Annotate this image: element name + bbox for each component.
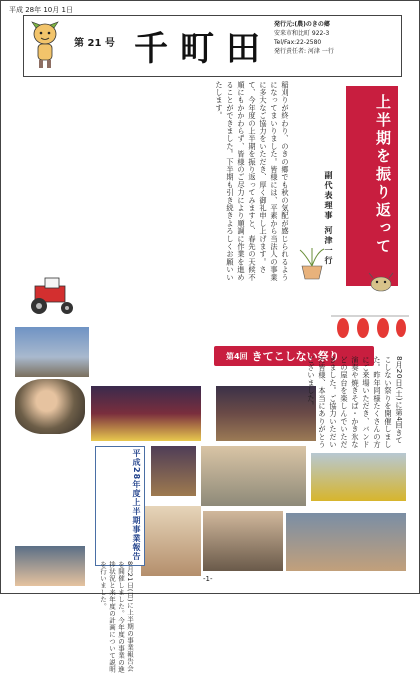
volunteers-photo	[311, 453, 406, 501]
tent-photo	[15, 327, 89, 377]
publisher-address: 安来市和比町 922-3	[274, 30, 330, 37]
festival-night-photo	[151, 446, 196, 496]
issue-date: 平成 28年 10月 1日	[9, 6, 73, 14]
market-photo	[201, 446, 306, 506]
girl-photo	[15, 546, 85, 586]
publisher-tel: Tel/Fax:22-2580	[274, 39, 322, 46]
notice-body: 8月21日(日)に上半期の事業報告会を開催しました。今年度の事業の進捗状況と来年度の計画について説明を行いました。	[99, 561, 134, 674]
stage-photo	[91, 386, 201, 441]
publisher-info	[274, 20, 334, 56]
mascot-illustration	[28, 20, 62, 72]
performer-photo	[141, 506, 201, 576]
notice-box	[95, 446, 145, 674]
bug-illustration	[361, 271, 401, 293]
article1-author: 副代表理事 河津一行	[324, 171, 333, 266]
publisher-label: 発行元:(農)のきの郷	[274, 21, 330, 28]
crowd-photo	[286, 513, 406, 571]
article2-tag: 第4回	[226, 351, 248, 361]
child-photo	[15, 379, 85, 434]
newsletter-title: 千町田	[134, 29, 272, 69]
notice-heading: 平成28年度上半期事業報告	[132, 449, 141, 562]
group-photo	[203, 511, 283, 571]
issue-number: 第 21 号	[74, 38, 115, 49]
tractor-illustration	[21, 276, 85, 316]
publisher-editor: 発行責任者: 河津 一行	[274, 48, 334, 55]
article2-body: 8月20日(土)に第4回きてこしない祭りを開催しました。昨年同様たくさんの方にご来場いただき、バンド演奏や焼きそば・かき氷などの屋台を楽しんでいただきました。ご協力いただいた皆様、本当にありがとうございました。	[307, 356, 404, 449]
article2-headline: きてこしない祭り	[251, 350, 340, 363]
dance-photo	[216, 386, 316, 441]
article1-body: 稲刈りが終わり、のきの郷でも秋の気配が感じられるようになってまいりました。皆様には、平素から当法人の事業に多大なご協力をいただき、厚く御礼申し上げます。さて、今年度の上半期を振り返ってみますと、春先の天候不順にもかかわらず、皆様のご尽力により順調に作業を進めることができました。下半期も引き続きよろしくお願いいたします。	[215, 81, 290, 282]
page-number: -1-	[203, 575, 213, 583]
masthead	[23, 15, 402, 77]
article1-headline: 上半期を振り返って	[346, 86, 398, 286]
potted-plant-illustration	[297, 246, 327, 281]
lanterns-illustration	[331, 313, 409, 343]
